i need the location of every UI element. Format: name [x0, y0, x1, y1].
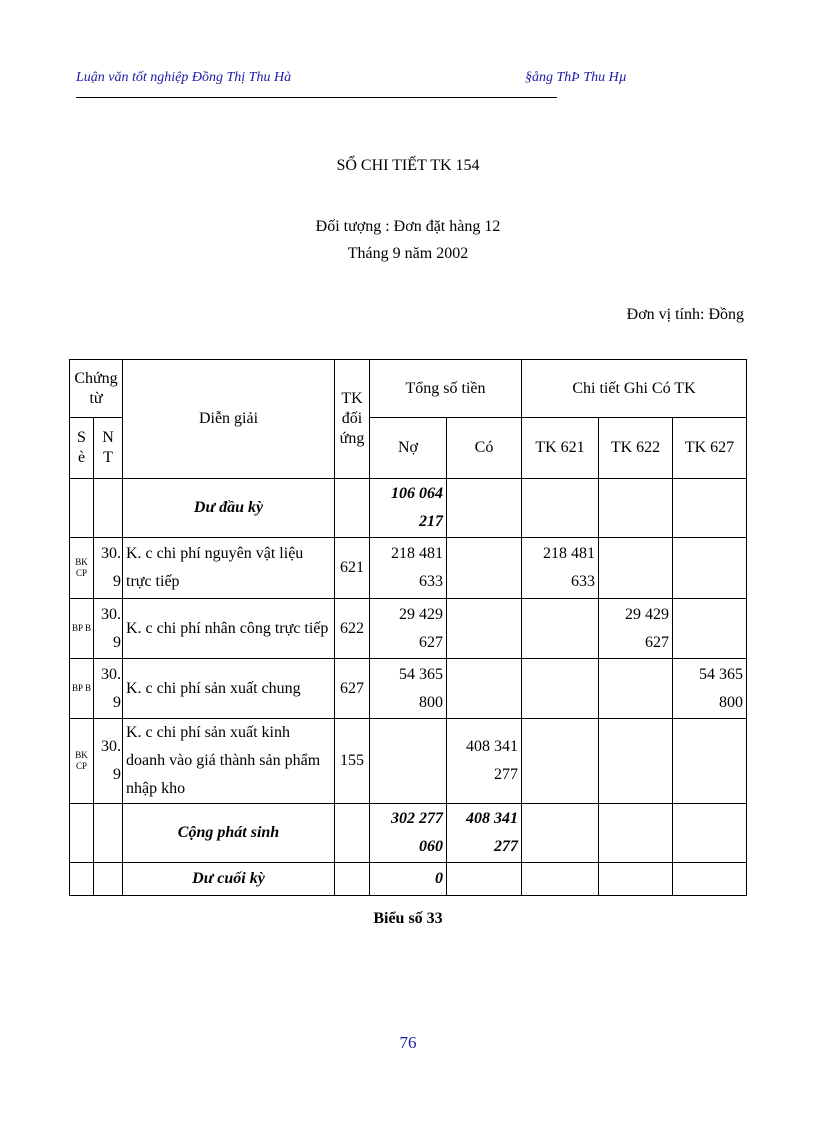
form-number: Biểu số 33: [373, 910, 443, 927]
row-account: 155: [335, 719, 370, 804]
header-voucher-date: N T: [94, 418, 123, 479]
total-credit: 408 341 277: [447, 804, 522, 863]
header-left-text: Luận văn tốt nghiệp Đồng Thị Thu Hà: [76, 70, 292, 85]
header-voucher: Chứng từ: [70, 360, 123, 418]
row-debit: 54 365 800: [370, 659, 447, 719]
table-row: [70, 659, 747, 719]
table-row: [70, 538, 747, 599]
row-description: K. c chi phí sản xuất kinh doanh vào giá thành sản phẩm nhập kho: [123, 719, 335, 804]
row-account: 627: [335, 659, 370, 719]
opening-debit: 106 064 217: [370, 479, 447, 538]
header-tk627: TK 627: [673, 418, 747, 479]
page-number: 76: [399, 1033, 417, 1052]
header-debit: Nợ: [370, 418, 447, 479]
row-debit: 218 481 633: [370, 538, 447, 599]
row-date: 30. 9: [94, 719, 123, 804]
row-voucher-no: BP B: [70, 599, 94, 659]
closing-balance-row: [70, 863, 747, 896]
opening-label: Dư đầu kỳ: [123, 479, 335, 538]
currency-unit: Đơn vị tính: Đồng: [626, 306, 744, 323]
header-right-text: §ång ThÞ Thu Hµ: [525, 70, 627, 85]
total-row: [70, 804, 747, 863]
row-tk622: 29 429 627: [599, 599, 673, 659]
row-account: 621: [335, 538, 370, 599]
total-debit: 302 277 060: [370, 804, 447, 863]
row-description: K. c chi phí nhân công trực tiếp: [123, 599, 335, 659]
row-tk621: [522, 719, 599, 804]
row-date: 30. 9: [94, 659, 123, 719]
header-tk622: TK 622: [599, 418, 673, 479]
header-tk621: TK 621: [522, 418, 599, 479]
closing-label: Dư cuối kỳ: [123, 863, 335, 896]
row-tk627: 54 365 800: [673, 659, 747, 719]
row-voucher-no: BK CP: [70, 719, 94, 804]
opening-balance-row: [70, 479, 747, 538]
row-description: K. c chi phí nguyên vật liệu trực tiếp: [123, 538, 335, 599]
row-voucher-no: BK CP: [70, 538, 94, 599]
document-subject: Đối tượng : Đơn đặt hàng 12: [315, 218, 501, 235]
header-contra-account: TK đối ứng: [335, 360, 370, 479]
row-tk622: [599, 659, 673, 719]
header-voucher-no: S è: [70, 418, 94, 479]
row-debit: 29 429 627: [370, 599, 447, 659]
row-credit: 408 341 277: [447, 719, 522, 804]
row-tk627: [673, 538, 747, 599]
row-description: K. c chi phí sản xuất chung: [123, 659, 335, 719]
row-voucher-no: BP B: [70, 659, 94, 719]
document-period: Tháng 9 năm 2002: [347, 245, 469, 262]
document-title: SỔ CHI TIẾT TK 154: [336, 157, 480, 174]
table-row: [70, 719, 747, 804]
row-tk622: [599, 719, 673, 804]
row-credit: [447, 659, 522, 719]
row-tk627: [673, 599, 747, 659]
row-tk621: 218 481 633: [522, 538, 599, 599]
row-date: 30. 9: [94, 538, 123, 599]
row-tk621: [522, 659, 599, 719]
header-credit: Có: [447, 418, 522, 479]
row-credit: [447, 538, 522, 599]
ledger-table: [69, 359, 747, 896]
header-detail: Chi tiết Ghi Có TK: [522, 360, 747, 418]
header-divider: [76, 97, 557, 98]
row-tk621: [522, 599, 599, 659]
row-debit: [370, 719, 447, 804]
total-label: Cộng phát sinh: [123, 804, 335, 863]
header-description: Diễn giải: [123, 360, 335, 479]
header-row-1: [70, 360, 747, 418]
row-credit: [447, 599, 522, 659]
row-account: 622: [335, 599, 370, 659]
table-row: [70, 599, 747, 659]
row-tk627: [673, 719, 747, 804]
row-date: 30. 9: [94, 599, 123, 659]
closing-debit: 0: [370, 863, 447, 896]
row-tk622: [599, 538, 673, 599]
header-total: Tổng số tiền: [370, 360, 522, 418]
